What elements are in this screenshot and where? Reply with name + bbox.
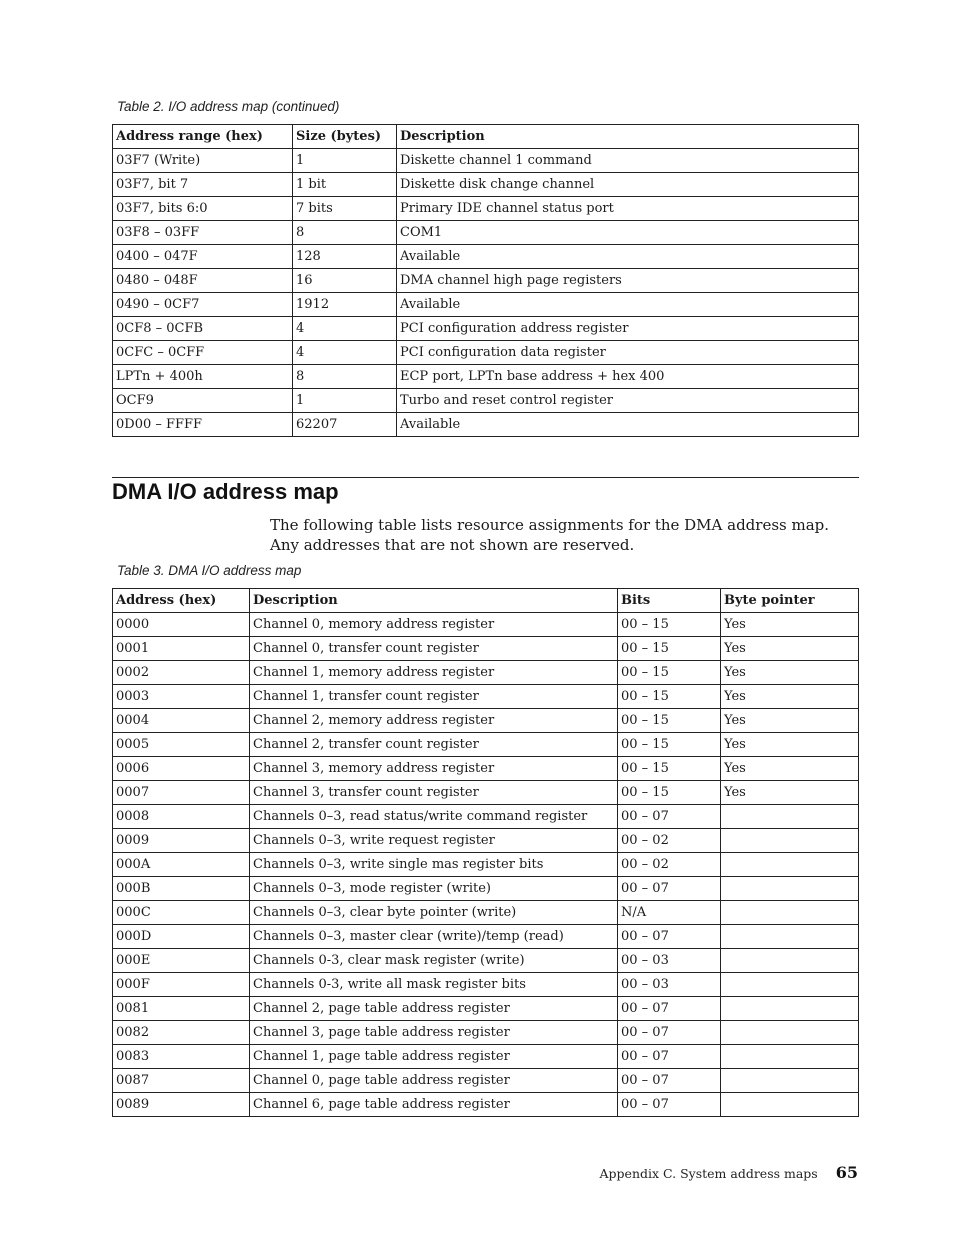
table-cell: Yes <box>721 709 859 733</box>
page-footer <box>600 1163 858 1182</box>
table-row <box>113 365 859 389</box>
table-cell <box>721 829 859 853</box>
table-cell: Channels 0–3, write request register <box>250 829 618 853</box>
table-cell: 00 – 02 <box>618 829 721 853</box>
table-cell: Channel 2, page table address register <box>250 997 618 1021</box>
table-cell <box>721 1021 859 1045</box>
column-header-description: Description <box>250 589 618 613</box>
table-cell: 0CFC – 0CFF <box>113 341 293 365</box>
header-row <box>113 589 859 613</box>
table-cell: Channel 0, memory address register <box>250 613 618 637</box>
table-cell: 0D00 – FFFF <box>113 413 293 437</box>
table-row <box>113 877 859 901</box>
table-row <box>113 661 859 685</box>
table-row <box>113 173 859 197</box>
table-row <box>113 1021 859 1045</box>
table-cell: Channel 1, memory address register <box>250 661 618 685</box>
table-cell: 000D <box>113 925 250 949</box>
table-row <box>113 805 859 829</box>
table-row <box>113 1045 859 1069</box>
table-cell: 128 <box>293 245 397 269</box>
table-row <box>113 733 859 757</box>
table-cell: Diskette disk change channel <box>397 173 859 197</box>
table-cell: 03F7 (Write) <box>113 149 293 173</box>
table-row <box>113 901 859 925</box>
table-cell: Yes <box>721 661 859 685</box>
table-cell <box>721 1045 859 1069</box>
table-cell: 0002 <box>113 661 250 685</box>
table-cell: 000A <box>113 853 250 877</box>
table-cell: 0081 <box>113 997 250 1021</box>
table-cell: 03F8 – 03FF <box>113 221 293 245</box>
footer-title: Appendix C. System address maps <box>599 1166 818 1181</box>
table-cell: 7 bits <box>293 197 397 221</box>
table-3-caption: Table 3. DMA I/O address map <box>117 563 302 578</box>
table-cell: Yes <box>721 781 859 805</box>
table-cell: 0083 <box>113 1045 250 1069</box>
table-cell: Yes <box>721 637 859 661</box>
table-row <box>113 149 859 173</box>
table-row <box>113 853 859 877</box>
table-cell: 00 – 07 <box>618 805 721 829</box>
table-cell: Available <box>397 293 859 317</box>
table-row <box>113 1093 859 1117</box>
table-cell: 1 <box>293 389 397 413</box>
table-cell: 0006 <box>113 757 250 781</box>
table-cell: Channel 2, transfer count register <box>250 733 618 757</box>
table-row <box>113 389 859 413</box>
table-row <box>113 245 859 269</box>
column-header-byte-pointer: Byte pointer <box>721 589 859 613</box>
table-cell: Channel 6, page table address register <box>250 1093 618 1117</box>
table-row <box>113 413 859 437</box>
table-cell: 00 – 15 <box>618 709 721 733</box>
table-cell: Available <box>397 413 859 437</box>
table-cell: Yes <box>721 685 859 709</box>
table-cell: Channels 0–3, master clear (write)/temp (read) <box>250 925 618 949</box>
table-cell: 1 bit <box>293 173 397 197</box>
table-cell: 00 – 15 <box>618 637 721 661</box>
table-cell: 0087 <box>113 1069 250 1093</box>
io-address-map-table <box>112 124 859 437</box>
column-header-bits: Bits <box>618 589 721 613</box>
table-cell: Channel 0, page table address register <box>250 1069 618 1093</box>
table-cell: 1 <box>293 149 397 173</box>
table-row <box>113 269 859 293</box>
table-cell: N/A <box>618 901 721 925</box>
table-cell: 0004 <box>113 709 250 733</box>
table-cell <box>721 949 859 973</box>
table-cell: 000B <box>113 877 250 901</box>
table-cell: 4 <box>293 341 397 365</box>
table-cell: 00 – 07 <box>618 1045 721 1069</box>
column-header-size: Size (bytes) <box>293 125 397 149</box>
table-cell: 000E <box>113 949 250 973</box>
table-cell: Channel 0, transfer count register <box>250 637 618 661</box>
table-cell: 0003 <box>113 685 250 709</box>
table-cell: 00 – 07 <box>618 877 721 901</box>
table-row <box>113 685 859 709</box>
table-cell: Yes <box>721 613 859 637</box>
table-cell: 00 – 07 <box>618 1069 721 1093</box>
table-row <box>113 781 859 805</box>
table-cell: 00 – 15 <box>618 613 721 637</box>
table-row <box>113 829 859 853</box>
table-cell: Channel 3, memory address register <box>250 757 618 781</box>
table-cell: 0000 <box>113 613 250 637</box>
table-row <box>113 637 859 661</box>
table-cell: Channels 0-3, write all mask register bits <box>250 973 618 997</box>
table-cell: 00 – 07 <box>618 1093 721 1117</box>
table-cell: 000F <box>113 973 250 997</box>
table-cell: 8 <box>293 365 397 389</box>
table-cell: Channel 1, transfer count register <box>250 685 618 709</box>
table-cell <box>721 997 859 1021</box>
table-cell: PCI configuration address register <box>397 317 859 341</box>
table-cell: Channels 0–3, read status/write command register <box>250 805 618 829</box>
table-header <box>113 125 859 149</box>
table-cell <box>721 901 859 925</box>
table-cell: OCF9 <box>113 389 293 413</box>
header-row <box>113 125 859 149</box>
column-header-address-range: Address range (hex) <box>113 125 293 149</box>
table-cell: 03F7, bit 7 <box>113 173 293 197</box>
table-row <box>113 997 859 1021</box>
table-cell: 000C <box>113 901 250 925</box>
table-cell <box>721 853 859 877</box>
table-row <box>113 757 859 781</box>
table-cell: 0001 <box>113 637 250 661</box>
table-row <box>113 925 859 949</box>
table-row <box>113 221 859 245</box>
table-cell: PCI configuration data register <box>397 341 859 365</box>
table-cell: 62207 <box>293 413 397 437</box>
column-header-address: Address (hex) <box>113 589 250 613</box>
table-cell: ECP port, LPTn base address + hex 400 <box>397 365 859 389</box>
table-cell: 8 <box>293 221 397 245</box>
table-cell <box>721 1069 859 1093</box>
section-intro: The following table lists resource assignments for the DMA address map. Any addresses that are not shown are reserved. <box>270 516 830 554</box>
table-cell: Channels 0–3, write single mas register bits <box>250 853 618 877</box>
table-cell: 0007 <box>113 781 250 805</box>
table-row <box>113 973 859 997</box>
table-cell: Channel 3, transfer count register <box>250 781 618 805</box>
table-cell <box>721 877 859 901</box>
table-cell: DMA channel high page registers <box>397 269 859 293</box>
table-cell: 1912 <box>293 293 397 317</box>
table-cell: Channels 0–3, clear byte pointer (write) <box>250 901 618 925</box>
table-row <box>113 317 859 341</box>
table-row <box>113 613 859 637</box>
table-cell: 03F7, bits 6:0 <box>113 197 293 221</box>
table-cell: Diskette channel 1 command <box>397 149 859 173</box>
dma-address-map-table <box>112 588 859 1117</box>
table-cell: 00 – 07 <box>618 925 721 949</box>
table-cell: 16 <box>293 269 397 293</box>
table-cell: 0009 <box>113 829 250 853</box>
table-cell: 4 <box>293 317 397 341</box>
table-cell: Yes <box>721 757 859 781</box>
table-cell: Channel 2, memory address register <box>250 709 618 733</box>
table-cell: 0490 – 0CF7 <box>113 293 293 317</box>
page-number: 65 <box>835 1163 858 1182</box>
table-cell: Channel 3, page table address register <box>250 1021 618 1045</box>
table-cell: 00 – 15 <box>618 685 721 709</box>
table-row <box>113 1069 859 1093</box>
table-row <box>113 293 859 317</box>
table-cell: 00 – 03 <box>618 949 721 973</box>
table-cell: 0005 <box>113 733 250 757</box>
table-cell: 0089 <box>113 1093 250 1117</box>
table-cell: 00 – 07 <box>618 997 721 1021</box>
table-cell: Available <box>397 245 859 269</box>
table-cell: Primary IDE channel status port <box>397 197 859 221</box>
table-cell: Yes <box>721 733 859 757</box>
column-header-description: Description <box>397 125 859 149</box>
table-cell: 00 – 15 <box>618 661 721 685</box>
table-2-caption: Table 2. I/O address map (continued) <box>117 99 340 114</box>
table-cell: 00 – 03 <box>618 973 721 997</box>
table-cell: Turbo and reset control register <box>397 389 859 413</box>
table-cell: 00 – 15 <box>618 733 721 757</box>
table-cell: COM1 <box>397 221 859 245</box>
section-heading: DMA I/O address map <box>112 479 339 504</box>
table-cell: Channels 0-3, clear mask register (write) <box>250 949 618 973</box>
table-cell: 0400 – 047F <box>113 245 293 269</box>
table-row <box>113 949 859 973</box>
table-cell: LPTn + 400h <box>113 365 293 389</box>
table-cell <box>721 925 859 949</box>
table-row <box>113 709 859 733</box>
table-cell: 00 – 02 <box>618 853 721 877</box>
table-row <box>113 197 859 221</box>
table-cell: 0480 – 048F <box>113 269 293 293</box>
table-cell: Channels 0–3, mode register (write) <box>250 877 618 901</box>
table-cell <box>721 973 859 997</box>
table-cell: Channel 1, page table address register <box>250 1045 618 1069</box>
table-cell: 0008 <box>113 805 250 829</box>
table-cell: 0082 <box>113 1021 250 1045</box>
table-body <box>113 149 859 437</box>
table-body <box>113 613 859 1117</box>
table-cell: 00 – 15 <box>618 781 721 805</box>
table-cell <box>721 805 859 829</box>
table-cell <box>721 1093 859 1117</box>
table-cell: 0CF8 – 0CFB <box>113 317 293 341</box>
table-header <box>113 589 859 613</box>
table-row <box>113 341 859 365</box>
section-divider <box>112 477 859 478</box>
table-cell: 00 – 15 <box>618 757 721 781</box>
table-cell: 00 – 07 <box>618 1021 721 1045</box>
